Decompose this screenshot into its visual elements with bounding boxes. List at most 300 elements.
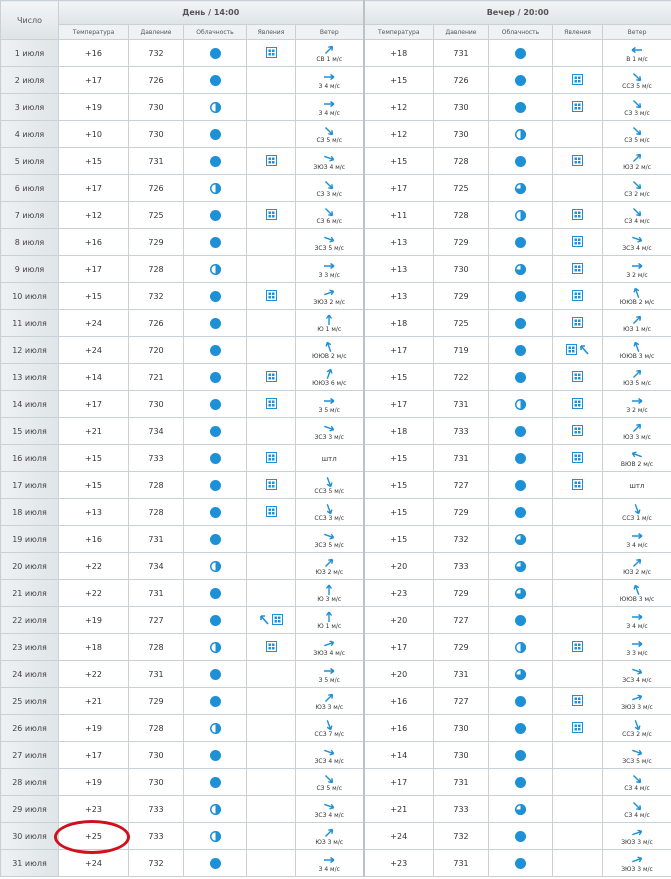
cloud-full-icon	[515, 48, 526, 59]
wind-indicator	[296, 260, 363, 279]
wind-arrow-icon	[322, 206, 336, 218]
evening-temperature-cell: +21	[364, 796, 434, 823]
cloud-partial-icon	[515, 534, 526, 545]
evening-pressure-cell: 729	[434, 283, 489, 310]
evening-phenomena-cell	[553, 823, 603, 850]
rain-icon	[572, 74, 583, 85]
day-wind-cell	[296, 742, 364, 769]
cloud-partial-icon	[515, 183, 526, 194]
day-pressure-cell: 721	[129, 364, 184, 391]
wind-indicator	[603, 260, 671, 279]
phenomena-icons	[572, 209, 583, 220]
day-pressure-cell: 725	[129, 202, 184, 229]
evening-cloudiness-cell	[489, 688, 553, 715]
wind-text: ЮЗ 2 м/с	[623, 568, 651, 576]
phenomena-icons	[572, 452, 583, 463]
date-cell: 31 июля	[1, 850, 59, 877]
rain-icon	[572, 290, 583, 301]
evening-pressure-cell: 725	[434, 175, 489, 202]
evening-temperature-cell: +18	[364, 418, 434, 445]
wind-text: ЗСЗ 5 м/с	[314, 541, 344, 549]
evening-wind-cell	[603, 769, 671, 796]
day-phenomena-cell	[247, 688, 296, 715]
wind-arrow-icon	[322, 665, 336, 677]
wind-arrow-icon	[322, 422, 336, 434]
day-pressure-cell: 730	[129, 94, 184, 121]
table-row	[1, 526, 671, 553]
wind-indicator	[603, 746, 671, 765]
evening-temperature-cell: +17	[364, 634, 434, 661]
evening-phenomena-cell	[553, 418, 603, 445]
wind-text: ЗСЗ 4 м/с	[622, 244, 652, 252]
evening-wind-cell	[603, 40, 671, 67]
evening-cloudiness-cell	[489, 94, 553, 121]
evening-cloudiness-cell	[489, 715, 553, 742]
wind-arrow-icon	[630, 638, 644, 650]
day-cloudiness-cell	[184, 823, 247, 850]
rain-icon	[266, 47, 277, 58]
table-row	[1, 418, 671, 445]
cloud-half-icon	[210, 804, 221, 815]
table-row	[1, 202, 671, 229]
phenomena-icons	[266, 641, 277, 652]
wind-text: ВЮВ 2 м/с	[620, 460, 654, 468]
day-wind-cell	[296, 256, 364, 283]
day-wind-cell	[296, 607, 364, 634]
date-cell: 1 июля	[1, 40, 59, 67]
wind-arrow-icon	[630, 125, 644, 137]
day-wind-cell	[296, 634, 364, 661]
day-pressure-cell: 731	[129, 661, 184, 688]
wind-arrow-icon	[630, 260, 644, 272]
day-cloudiness-cell	[184, 661, 247, 688]
wind-indicator	[296, 773, 363, 792]
day-wind-cell	[296, 175, 364, 202]
day-wind-cell	[296, 499, 364, 526]
day-section-header: День / 14:00	[59, 1, 364, 25]
wind-arrow-icon	[322, 260, 336, 272]
cloud-full-icon	[515, 507, 526, 518]
cloud-full-icon	[515, 831, 526, 842]
phenomena-icons	[572, 236, 583, 247]
evening-wind-cell	[603, 283, 671, 310]
wind-text: ЗЮЗ 3 м/с	[621, 838, 653, 846]
wind-arrow-icon	[322, 395, 336, 407]
evening-temperature-cell: +13	[364, 283, 434, 310]
evening-pressure-cell: 722	[434, 364, 489, 391]
evening-pressure-cell: 730	[434, 256, 489, 283]
day-wind-cell	[296, 202, 364, 229]
evening-wind-cell	[603, 499, 671, 526]
day-phenomena-cell	[247, 661, 296, 688]
cloud-full-icon	[210, 777, 221, 788]
day-cloudiness-cell	[184, 607, 247, 634]
evening-temperature-cell: +17	[364, 769, 434, 796]
evening-wind-cell	[603, 418, 671, 445]
day-phenomena-cell	[247, 850, 296, 877]
wind-arrow-icon	[322, 800, 336, 812]
day-cloudiness-cell	[184, 418, 247, 445]
cloud-full-icon	[210, 426, 221, 437]
cloud-full-icon	[515, 480, 526, 491]
day-temperature-cell: +14	[59, 364, 129, 391]
phenomena-icons	[259, 614, 283, 625]
evening-phenomena-cell	[553, 364, 603, 391]
wind-indicator	[603, 152, 671, 171]
evening-cloudiness-cell	[489, 202, 553, 229]
day-wind-cell	[296, 391, 364, 418]
cloud-half-icon	[515, 210, 526, 221]
phenomena-icons	[566, 344, 590, 355]
table-row	[1, 553, 671, 580]
day-cloudiness-cell	[184, 472, 247, 499]
day-cloudiness-cell	[184, 283, 247, 310]
evening-phenomena-cell	[553, 634, 603, 661]
wind-arrow-icon	[630, 692, 644, 704]
day-wind-header: Ветер	[296, 25, 364, 40]
table-row	[1, 121, 671, 148]
day-pressure-cell: 732	[129, 850, 184, 877]
day-temperature-cell: +25	[59, 823, 129, 850]
date-cell: 22 июля	[1, 607, 59, 634]
wind-arrow-icon	[322, 341, 336, 353]
evening-section-header: Вечер / 20:00	[364, 1, 671, 25]
cloud-half-icon	[210, 264, 221, 275]
wind-indicator	[296, 638, 363, 657]
day-wind-cell	[296, 553, 364, 580]
wind-text: ССЗ 2 м/с	[622, 730, 652, 738]
evening-wind-cell	[603, 364, 671, 391]
table-row	[1, 796, 671, 823]
day-cloudiness-cell	[184, 391, 247, 418]
rain-icon	[572, 236, 583, 247]
wind-text: ЗСЗ 5 м/с	[314, 244, 344, 252]
table-row	[1, 256, 671, 283]
evening-temperature-cell: +20	[364, 553, 434, 580]
day-phenomena-cell	[247, 553, 296, 580]
day-pressure-cell: 728	[129, 472, 184, 499]
wind-arrow-icon	[630, 827, 644, 839]
wind-text: ЮЗ 5 м/с	[623, 379, 651, 387]
day-cloudiness-cell	[184, 148, 247, 175]
date-cell: 2 июля	[1, 67, 59, 94]
wind-indicator	[296, 152, 363, 171]
wind-text: З 2 м/с	[626, 406, 648, 414]
phenomena-icons	[266, 452, 277, 463]
table-row	[1, 94, 671, 121]
day-phenomena-cell	[247, 634, 296, 661]
evening-temperature-cell: +15	[364, 499, 434, 526]
wind-text: ЗСЗ 4 м/с	[314, 757, 344, 765]
evening-cloudiness-cell	[489, 661, 553, 688]
rain-icon	[566, 344, 577, 355]
table-row	[1, 175, 671, 202]
evening-wind-cell	[603, 445, 671, 472]
day-temperature-cell: +19	[59, 94, 129, 121]
wind-arrow-icon	[322, 611, 336, 623]
rain-icon	[572, 263, 583, 274]
evening-wind-cell	[603, 796, 671, 823]
table-row	[1, 472, 671, 499]
cloud-half-icon	[515, 129, 526, 140]
wind-text: ЮЮЗ 6 м/с	[312, 379, 347, 387]
evening-cloudiness-cell	[489, 40, 553, 67]
evening-pressure-cell: 731	[434, 445, 489, 472]
wind-text: ССЗ 1 м/с	[622, 514, 652, 522]
wind-indicator	[296, 71, 363, 90]
phenomena-icons	[572, 425, 583, 436]
table-row	[1, 850, 671, 877]
phenomena-icons	[572, 155, 583, 166]
wind-text: З 5 м/с	[318, 676, 340, 684]
day-temperature-cell: +13	[59, 499, 129, 526]
evening-phenomena-cell	[553, 553, 603, 580]
wind-indicator	[603, 692, 671, 711]
wind-arrow-icon	[322, 287, 336, 299]
evening-phenomena-cell	[553, 310, 603, 337]
evening-cloudiness-cell	[489, 256, 553, 283]
day-cloudiness-cell	[184, 67, 247, 94]
wind-text: ЗСЗ 4 м/с	[314, 811, 344, 819]
thunderstorm-icon	[579, 344, 590, 355]
phenomena-icons	[266, 47, 277, 58]
evening-phenomena-cell	[553, 850, 603, 877]
day-phenomena-cell	[247, 175, 296, 202]
phenomena-icons	[572, 641, 583, 652]
cloud-half-icon	[515, 399, 526, 410]
evening-phenomena-cell	[553, 256, 603, 283]
wind-arrow-icon	[630, 395, 644, 407]
wind-indicator	[603, 854, 671, 873]
date-column-header: Число	[1, 1, 59, 40]
wind-arrow-icon	[322, 746, 336, 758]
day-wind-cell	[296, 121, 364, 148]
date-cell: 9 июля	[1, 256, 59, 283]
cloud-partial-icon	[515, 264, 526, 275]
cloud-full-icon	[210, 858, 221, 869]
evening-wind-cell	[603, 391, 671, 418]
day-temperature-cell: +15	[59, 445, 129, 472]
wind-indicator	[603, 44, 671, 63]
rain-icon	[266, 641, 277, 652]
wind-text: Ю 3 м/с	[317, 595, 342, 603]
day-temperature-cell: +16	[59, 229, 129, 256]
cloud-half-icon	[210, 723, 221, 734]
phenomena-icons	[266, 506, 277, 517]
evening-phenomena-cell	[553, 94, 603, 121]
evening-pressure-cell: 731	[434, 661, 489, 688]
evening-temperature-cell: +12	[364, 121, 434, 148]
day-cloud-header: Облачность	[184, 25, 247, 40]
day-pressure-cell: 731	[129, 526, 184, 553]
day-phenomena-cell	[247, 67, 296, 94]
phenomena-icons	[266, 398, 277, 409]
table-row	[1, 391, 671, 418]
day-temperature-cell: +22	[59, 553, 129, 580]
evening-wind-cell	[603, 67, 671, 94]
cloud-full-icon	[515, 426, 526, 437]
eve-temp-header: Температура	[364, 25, 434, 40]
day-cloudiness-cell	[184, 121, 247, 148]
evening-wind-cell	[603, 580, 671, 607]
wind-arrow-icon	[322, 71, 336, 83]
wind-text: З 3 м/с	[318, 271, 340, 279]
cloud-full-icon	[515, 291, 526, 302]
day-cloudiness-cell	[184, 742, 247, 769]
day-wind-cell	[296, 40, 364, 67]
cloud-full-icon	[515, 237, 526, 248]
table-row	[1, 283, 671, 310]
wind-indicator	[603, 422, 671, 441]
day-phenomena-cell	[247, 715, 296, 742]
wind-text: ЮЮВ 2 м/с	[619, 298, 655, 306]
rain-icon	[266, 290, 277, 301]
wind-text: СЗ 4 м/с	[624, 217, 650, 225]
evening-wind-cell	[603, 121, 671, 148]
evening-wind-cell	[603, 607, 671, 634]
evening-pressure-cell: 727	[434, 607, 489, 634]
evening-phenomena-cell	[553, 796, 603, 823]
day-phenomena-cell	[247, 256, 296, 283]
wind-arrow-icon	[630, 368, 644, 380]
cloud-full-icon	[515, 858, 526, 869]
evening-cloudiness-cell	[489, 769, 553, 796]
wind-arrow-icon	[630, 557, 644, 569]
rain-icon	[572, 425, 583, 436]
evening-temperature-cell: +17	[364, 337, 434, 364]
cloud-half-icon	[210, 102, 221, 113]
day-pressure-cell: 731	[129, 148, 184, 175]
wind-arrow-icon	[630, 719, 644, 731]
day-phenomena-cell	[247, 94, 296, 121]
wind-text: СВ 1 м/с	[316, 55, 343, 63]
rain-icon	[572, 317, 583, 328]
cloud-full-icon	[515, 75, 526, 86]
table-row	[1, 40, 671, 67]
day-pressure-cell: 728	[129, 499, 184, 526]
cloud-partial-icon	[515, 669, 526, 680]
cloud-full-icon	[210, 210, 221, 221]
wind-indicator	[603, 665, 671, 684]
evening-pressure-cell: 728	[434, 202, 489, 229]
day-wind-cell	[296, 580, 364, 607]
day-wind-cell	[296, 526, 364, 553]
day-temperature-cell: +24	[59, 850, 129, 877]
date-cell: 12 июля	[1, 337, 59, 364]
day-pressure-header: Давление	[129, 25, 184, 40]
wind-indicator	[603, 503, 671, 522]
phenomena-icons	[572, 479, 583, 490]
day-pressure-cell: 726	[129, 310, 184, 337]
day-wind-cell	[296, 472, 364, 499]
date-cell: 6 июля	[1, 175, 59, 202]
wind-text: ЮЮВ 2 м/с	[311, 352, 347, 360]
wind-arrow-icon	[630, 503, 644, 515]
date-cell: 11 июля	[1, 310, 59, 337]
phenomena-icons	[266, 209, 277, 220]
evening-phenomena-cell	[553, 661, 603, 688]
wind-text: ЗЮЗ 3 м/с	[621, 703, 653, 711]
day-cloudiness-cell	[184, 688, 247, 715]
day-pressure-cell: 730	[129, 391, 184, 418]
table-row	[1, 742, 671, 769]
cloud-full-icon	[515, 696, 526, 707]
wind-indicator	[296, 692, 363, 711]
wind-arrow-icon	[630, 422, 644, 434]
evening-wind-cell	[603, 310, 671, 337]
evening-phenomena-cell	[553, 769, 603, 796]
day-wind-cell	[296, 364, 364, 391]
wind-calm-text: штл	[321, 454, 337, 463]
wind-text: ЗЮЗ 4 м/с	[313, 649, 346, 657]
wind-arrow-icon	[322, 773, 336, 785]
date-cell: 28 июля	[1, 769, 59, 796]
evening-cloudiness-cell	[489, 445, 553, 472]
date-cell: 17 июля	[1, 472, 59, 499]
rain-icon	[266, 479, 277, 490]
wind-text: СЗ 5 м/с	[624, 136, 650, 144]
wind-indicator	[603, 800, 671, 819]
evening-phenomena-cell	[553, 121, 603, 148]
evening-pressure-cell: 731	[434, 391, 489, 418]
eve-cloud-header: Облачность	[489, 25, 553, 40]
cloud-full-icon	[210, 48, 221, 59]
wind-indicator	[603, 341, 671, 360]
eve-phen-header: Явления	[553, 25, 603, 40]
cloud-full-icon	[515, 453, 526, 464]
evening-temperature-cell: +14	[364, 742, 434, 769]
wind-arrow-icon	[630, 854, 644, 866]
wind-text: З 4 м/с	[318, 82, 340, 90]
wind-indicator	[296, 584, 363, 603]
cloud-full-icon	[515, 723, 526, 734]
eve-pressure-header: Давление	[434, 25, 489, 40]
evening-cloudiness-cell	[489, 391, 553, 418]
evening-phenomena-cell	[553, 607, 603, 634]
wind-arrow-icon	[322, 827, 336, 839]
wind-arrow-icon	[322, 44, 336, 56]
wind-indicator	[603, 368, 671, 387]
phenomena-icons	[572, 398, 583, 409]
evening-pressure-cell: 732	[434, 823, 489, 850]
rain-icon	[266, 506, 277, 517]
day-wind-cell	[296, 850, 364, 877]
day-temperature-cell: +22	[59, 661, 129, 688]
wind-indicator	[603, 530, 671, 549]
wind-text: ЮЮВ 3 м/с	[619, 595, 655, 603]
day-wind-cell	[296, 661, 364, 688]
evening-wind-cell	[603, 634, 671, 661]
date-cell: 21 июля	[1, 580, 59, 607]
wind-indicator	[603, 395, 671, 414]
table-row	[1, 823, 671, 850]
evening-temperature-cell: +15	[364, 472, 434, 499]
cloud-full-icon	[210, 129, 221, 140]
cloud-half-icon	[210, 642, 221, 653]
wind-text: ССЗ 3 м/с	[314, 514, 345, 522]
evening-phenomena-cell	[553, 526, 603, 553]
day-cloudiness-cell	[184, 796, 247, 823]
date-cell: 23 июля	[1, 634, 59, 661]
day-wind-cell	[296, 337, 364, 364]
wind-arrow-icon	[322, 584, 336, 596]
rain-icon	[572, 101, 583, 112]
evening-wind-cell	[603, 94, 671, 121]
date-cell: 8 июля	[1, 229, 59, 256]
day-temperature-cell: +19	[59, 715, 129, 742]
table-row	[1, 148, 671, 175]
evening-wind-cell	[603, 202, 671, 229]
